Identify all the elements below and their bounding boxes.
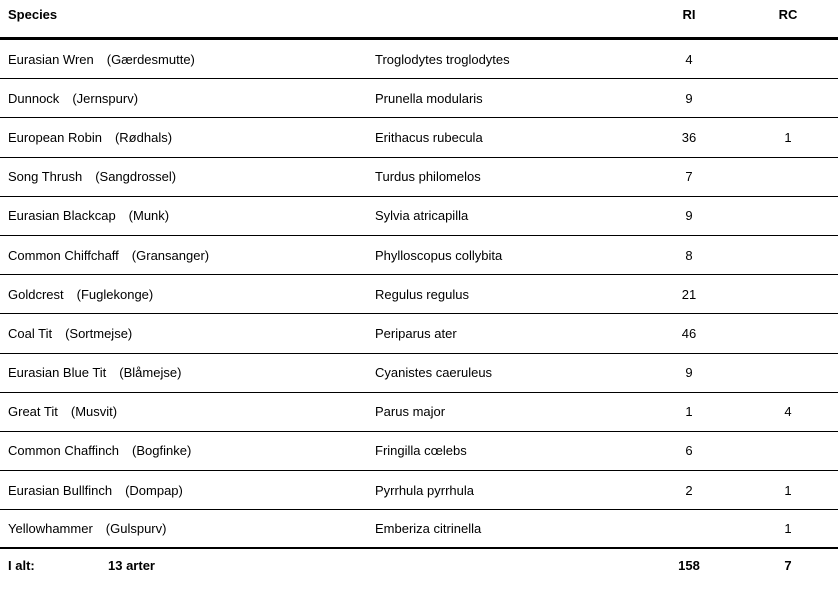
species-scientific-name: Phylloscopus collybita bbox=[375, 247, 503, 263]
table-row bbox=[0, 471, 838, 510]
totals-label: I alt: bbox=[8, 558, 35, 574]
species-common-name: Eurasian Bullfinch bbox=[8, 482, 113, 498]
species-danish-name: (Gærdesmutte) bbox=[106, 51, 195, 67]
table-body bbox=[0, 40, 838, 549]
species-danish-name: (Rødhals) bbox=[114, 129, 173, 145]
species-scientific-name: Pyrrhula pyrrhula bbox=[375, 482, 474, 498]
species-danish-name: (Dompap) bbox=[125, 482, 183, 498]
species-common-name: Eurasian Wren bbox=[8, 51, 94, 67]
totals-ri-value: 158 bbox=[678, 558, 700, 574]
table-row bbox=[0, 275, 838, 314]
table-header-row bbox=[0, 0, 838, 40]
species-scientific-name: Troglodytes troglodytes bbox=[375, 51, 510, 67]
species-common-name: Common Chiffchaff bbox=[8, 247, 119, 263]
rc-value: 4 bbox=[784, 404, 792, 420]
species-common-name: Coal Tit bbox=[8, 325, 53, 341]
species-common-name: European Robin bbox=[8, 129, 102, 145]
species-danish-name: (Munk) bbox=[128, 208, 170, 224]
species-danish-name: (Jernspurv) bbox=[72, 90, 139, 106]
ri-value: 9 bbox=[685, 90, 693, 106]
table-row bbox=[0, 79, 838, 118]
species-danish-name: (Sangdrossel) bbox=[95, 169, 177, 185]
ri-value: 46 bbox=[681, 325, 697, 341]
table-row bbox=[0, 158, 838, 197]
table-row bbox=[0, 118, 838, 157]
species-scientific-name: Periparus ater bbox=[375, 325, 457, 341]
table-row bbox=[0, 40, 838, 79]
species-scientific-name: Fringilla cœlebs bbox=[375, 443, 467, 459]
species-danish-name: (Bogfinke) bbox=[132, 443, 192, 459]
table-row bbox=[0, 510, 838, 549]
species-common-name: Dunnock bbox=[8, 90, 60, 106]
species-danish-name: (Gulspurv) bbox=[105, 521, 167, 537]
column-header-rc: RC bbox=[778, 7, 798, 22]
species-scientific-name: Turdus philomelos bbox=[375, 169, 481, 185]
column-header-ri: RI bbox=[682, 7, 696, 22]
table-row bbox=[0, 197, 838, 236]
species-scientific-name: Prunella modularis bbox=[375, 90, 483, 106]
species-common-name: Song Thrush bbox=[8, 169, 83, 185]
ri-value: 6 bbox=[685, 443, 693, 459]
ri-value: 9 bbox=[685, 365, 693, 381]
table-row bbox=[0, 236, 838, 275]
species-danish-name: (Sortmejse) bbox=[65, 325, 133, 341]
totals-species-count: 13 arter bbox=[108, 558, 155, 574]
ri-value: 4 bbox=[685, 51, 693, 67]
ri-value: 9 bbox=[685, 208, 693, 224]
species-common-name: Great Tit bbox=[8, 404, 58, 420]
table-row bbox=[0, 393, 838, 432]
ri-value: 8 bbox=[685, 247, 693, 263]
ri-value: 2 bbox=[685, 482, 693, 498]
rc-value: 1 bbox=[784, 521, 792, 537]
ri-value: 36 bbox=[681, 129, 697, 145]
table-row bbox=[0, 354, 838, 393]
totals-row bbox=[0, 549, 838, 591]
species-scientific-name: Emberiza citrinella bbox=[375, 521, 482, 537]
ri-value: 1 bbox=[685, 404, 693, 420]
species-common-name: Eurasian Blue Tit bbox=[8, 365, 107, 381]
species-danish-name: (Gransanger) bbox=[131, 247, 210, 263]
species-common-name: Eurasian Blackcap bbox=[8, 208, 116, 224]
ri-value: 21 bbox=[681, 286, 697, 302]
table-row bbox=[0, 432, 838, 471]
table-row bbox=[0, 314, 838, 353]
species-danish-name: (Blåmejse) bbox=[119, 365, 182, 381]
species-scientific-name: Parus major bbox=[375, 404, 446, 420]
species-scientific-name: Erithacus rubecula bbox=[375, 129, 483, 145]
species-common-name: Yellowhammer bbox=[8, 521, 93, 537]
rc-value: 1 bbox=[784, 482, 792, 498]
species-common-name: Common Chaffinch bbox=[8, 443, 120, 459]
column-header-species: Species bbox=[8, 7, 58, 22]
species-scientific-name: Cyanistes caeruleus bbox=[375, 365, 493, 381]
totals-rc-value: 7 bbox=[784, 558, 792, 574]
species-danish-name: (Musvit) bbox=[70, 404, 118, 420]
ri-value: 7 bbox=[685, 169, 693, 185]
species-scientific-name: Sylvia atricapilla bbox=[375, 208, 469, 224]
rc-value: 1 bbox=[784, 129, 792, 145]
species-scientific-name: Regulus regulus bbox=[375, 286, 469, 302]
species-common-name: Goldcrest bbox=[8, 286, 64, 302]
species-danish-name: (Fuglekonge) bbox=[76, 286, 154, 302]
